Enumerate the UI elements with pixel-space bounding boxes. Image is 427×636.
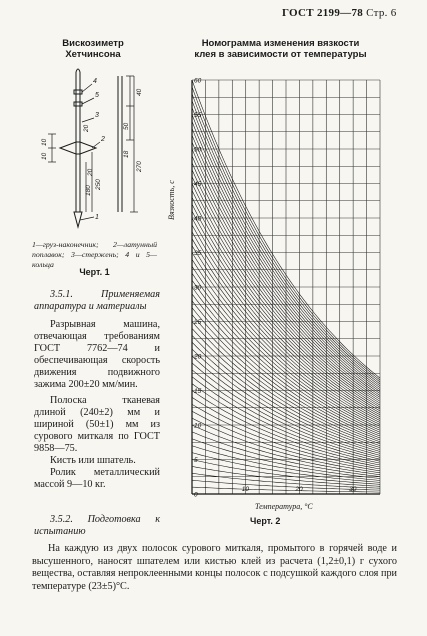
viscometer-legend: 1—груз-наконечник; 2—латунный поплавок; 3—стержень; 4 и 5—кольца <box>32 240 157 269</box>
y-tick-label: 20 <box>194 353 202 361</box>
y-tick-label: 55 <box>194 112 202 119</box>
x-tick-label: 30 <box>349 486 357 493</box>
x-axis-label: Температура, °С <box>255 502 313 511</box>
paragraph: Разрывная машина, отвечающая требованиям ГОСТ 7762—74 и обеспечивающая скорость движения подвижного зажима 200±20 мм/мин. <box>34 319 160 390</box>
section-3-5-2-heading: 3.5.2. Подготовка к испытанию <box>34 514 160 537</box>
paragraph: Кисть или шпатель. <box>50 455 136 466</box>
paragraph: Полоска тканевая длиной (240±2) мм и шириной (50±1) мм из сурового миткаля по ГОСТ 9858—75. <box>34 395 160 454</box>
figure-2-caption: Черт. 2 <box>250 516 281 526</box>
y-tick-label: 60 <box>194 77 202 85</box>
section-heading: 3.5.1. Применяемая аппаратура и материалы <box>34 289 160 312</box>
part-number: 1 <box>95 214 99 221</box>
part-number: 2 <box>101 136 105 143</box>
x-tick-label: 10 <box>241 486 249 493</box>
dimension-label: 18 <box>123 150 130 158</box>
nomogram-title: Номограмма изменения вязкости клея в зависимости от температуры <box>194 38 367 60</box>
y-tick-label: 45 <box>194 181 202 188</box>
viscometer-title: Вискозиметр Хетчинсона <box>62 38 124 60</box>
dimension-label: 10 <box>41 138 48 146</box>
x-tick-label: 20 <box>295 486 303 493</box>
page-header <box>282 7 397 19</box>
dimension-label: 250 <box>95 179 102 190</box>
dimension-label: 20 <box>87 168 94 176</box>
y-tick-label: 10 <box>194 422 202 430</box>
standard-number: ГОСТ 2199—78 <box>282 7 364 19</box>
dimension-label: 40 <box>136 88 143 96</box>
part-number: 4 <box>93 78 97 85</box>
section-3-5-2-body: На каждую из двух полосок сурового миткаля, промытого в горячей воде и высушенного, наносят шпателем или кистью клей из расчета (1,2±0,1) г сухого вещества, оставляя непроклеенными концы полосок с подсушкой каждого слоя при температуре (23±5)°С. <box>32 543 397 592</box>
dimension-label: 180 <box>85 185 92 196</box>
part-number: 3 <box>95 112 99 119</box>
dimension-label: 10 <box>41 152 48 160</box>
viscometer-drawing <box>30 62 160 237</box>
dimension-label: 270 <box>136 161 143 172</box>
figure-1-caption: Черт. 1 <box>79 267 110 277</box>
y-tick-label: 50 <box>194 146 202 154</box>
y-axis-label: Вязкость, с <box>167 180 176 220</box>
page-number: Стр. 6 <box>366 7 397 19</box>
part-number: 5 <box>95 92 99 99</box>
y-tick-label: 30 <box>194 284 202 292</box>
y-tick-label: 5 <box>194 457 198 464</box>
dimension-label: 20 <box>83 124 90 132</box>
nomogram-chart <box>180 70 390 502</box>
y-tick-label: 0 <box>194 491 198 499</box>
y-tick-label: 25 <box>194 319 202 326</box>
dimension-label: 50 <box>123 122 130 130</box>
section-3-5-1 <box>34 289 160 491</box>
y-tick-label: 40 <box>194 215 202 223</box>
y-tick-label: 15 <box>194 388 202 395</box>
paragraph: Ролик металлический массой 9—10 кг. <box>34 467 160 490</box>
y-tick-label: 35 <box>194 250 202 257</box>
